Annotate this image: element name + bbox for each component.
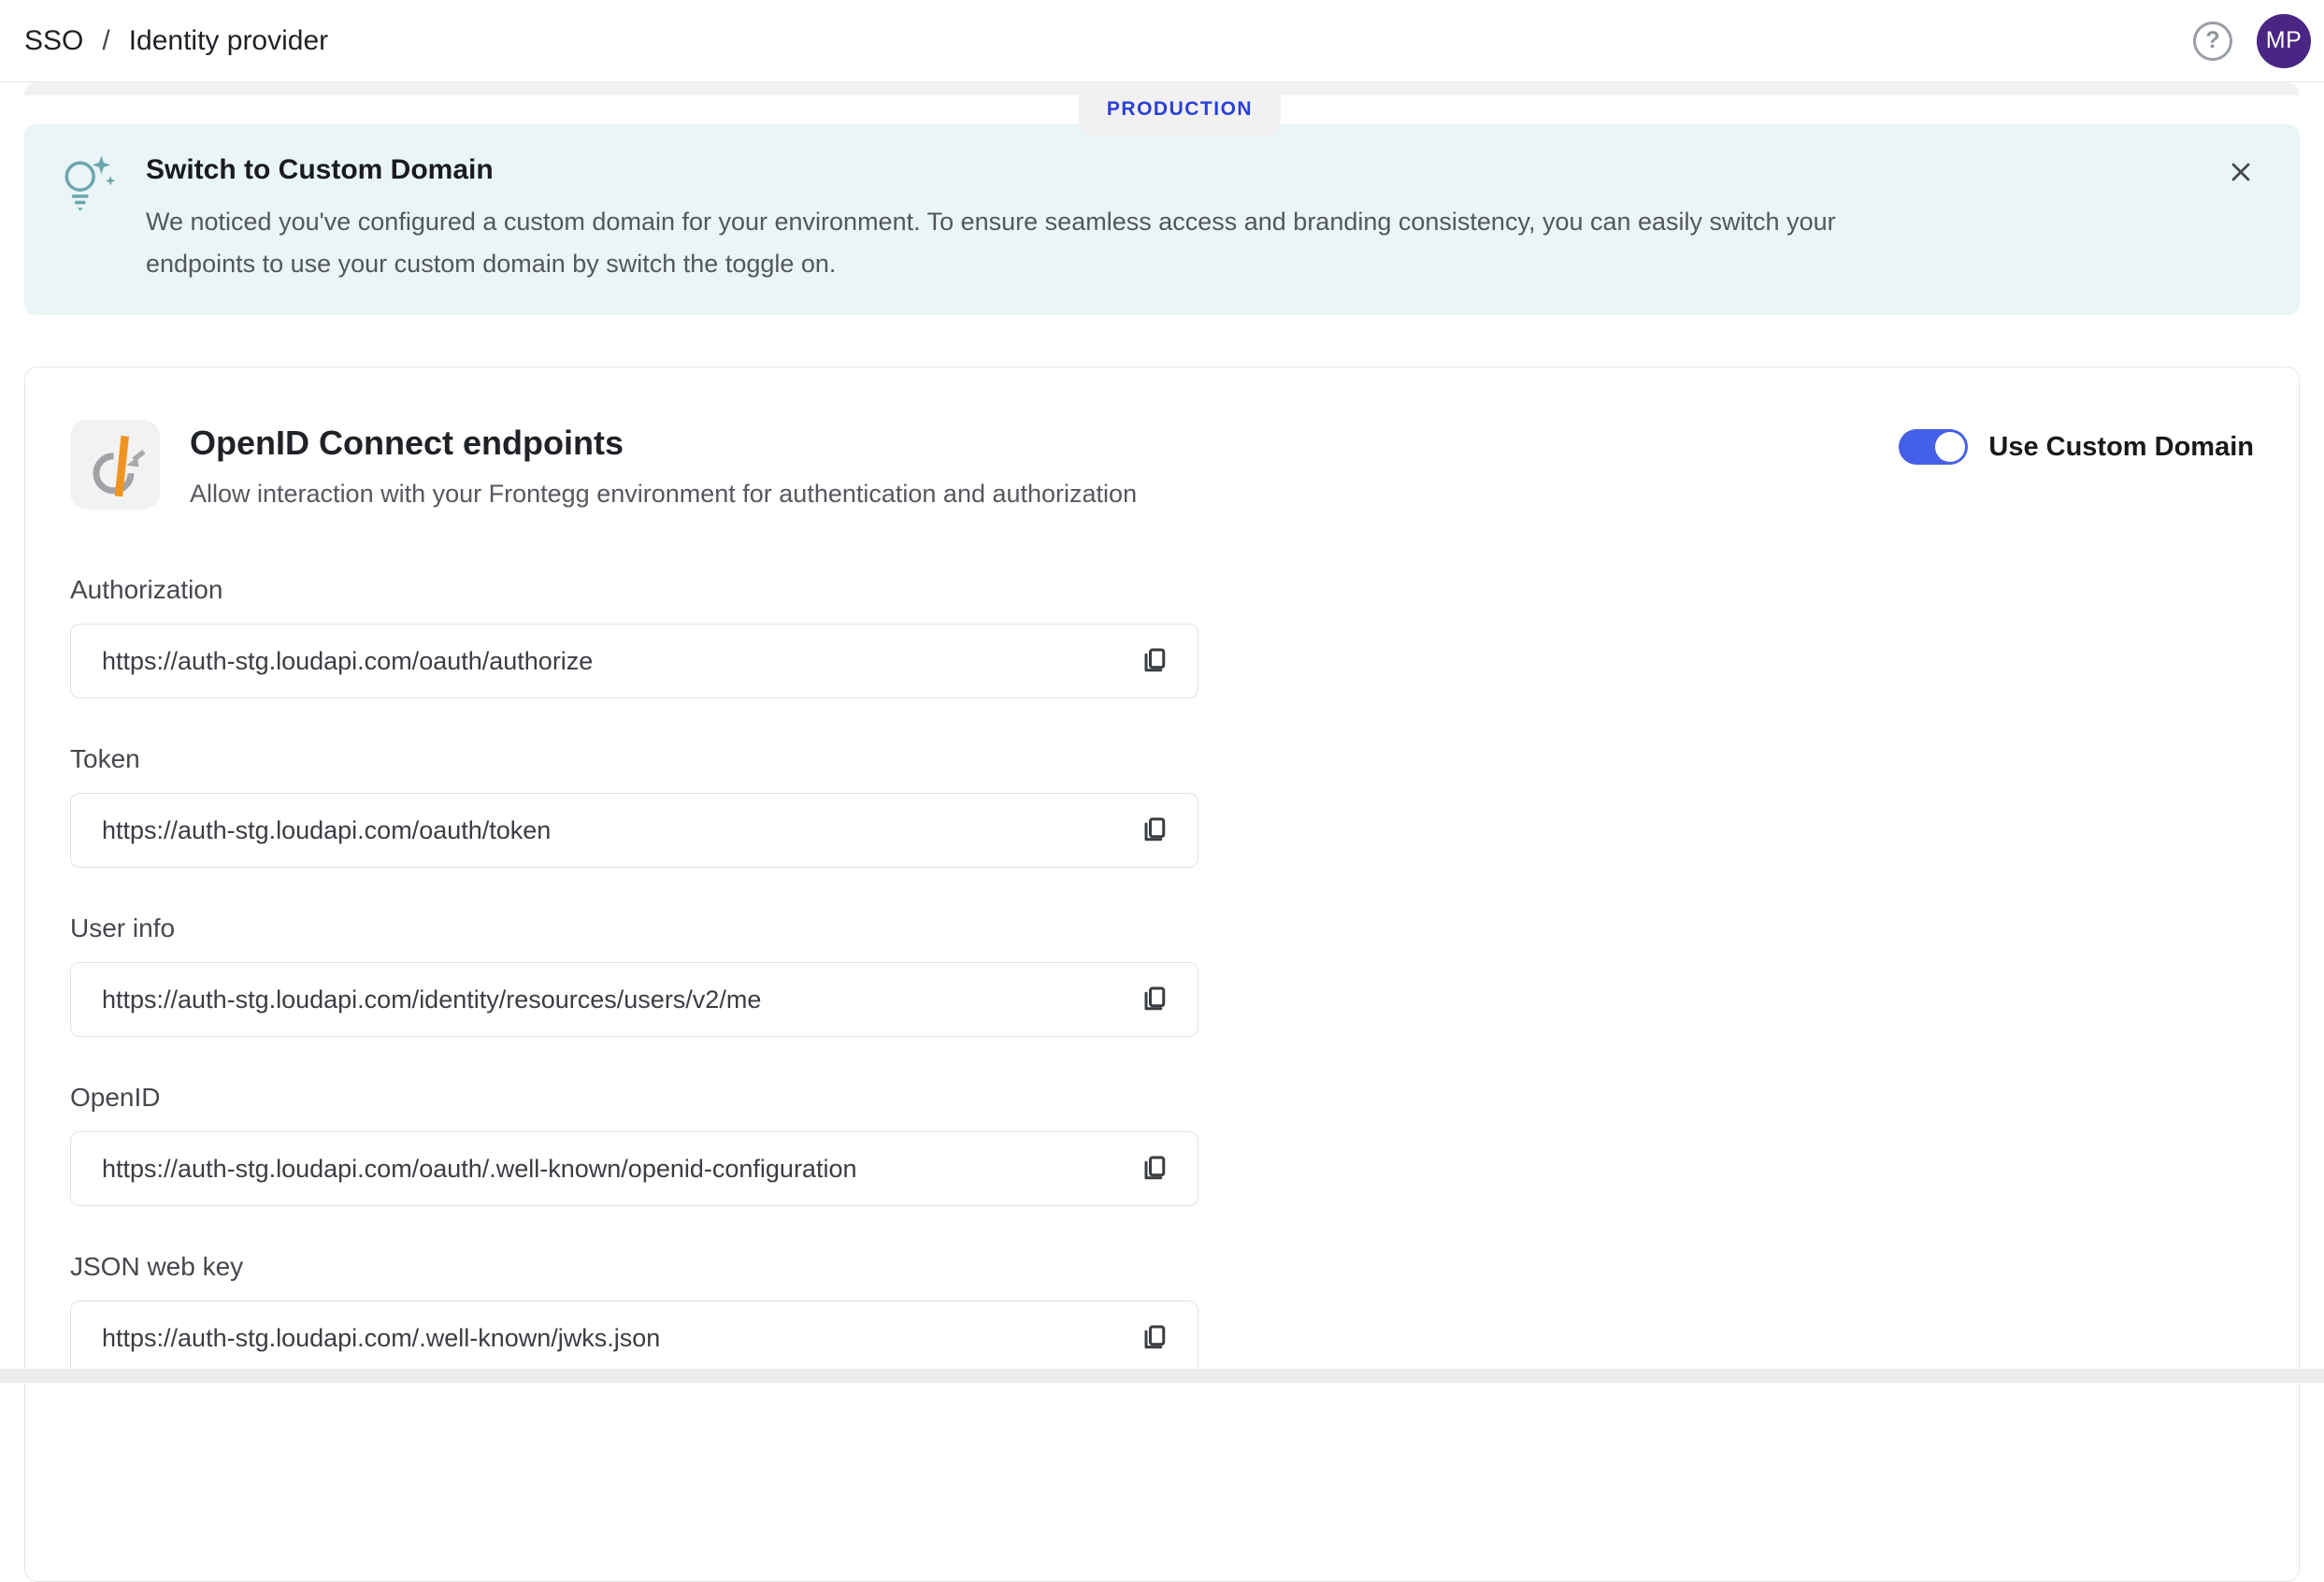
banner-title: Switch to Custom Domain xyxy=(146,154,494,185)
help-icon[interactable]: ? xyxy=(2193,22,2232,61)
token-url-input[interactable] xyxy=(71,816,1198,845)
token-input-wrap xyxy=(70,793,1198,868)
banner-text-line-2: endpoints to use your custom domain by switch the toggle on. xyxy=(146,250,837,278)
card-title: OpenID Connect endpoints xyxy=(190,424,624,462)
breadcrumb-separator: / xyxy=(102,24,110,56)
user-info-field-group xyxy=(70,913,1198,1037)
copy-icon[interactable] xyxy=(1136,812,1173,849)
lightbulb-sparkle-icon xyxy=(58,149,125,285)
openid-logo-icon xyxy=(70,420,160,510)
breadcrumb xyxy=(24,25,328,57)
field-label-json-web-key: JSON web key xyxy=(70,1252,244,1281)
copy-icon[interactable] xyxy=(1136,642,1173,680)
json-web-key-field-group xyxy=(70,1252,1198,1375)
token-field-group xyxy=(70,744,1198,868)
custom-domain-banner xyxy=(24,124,2300,315)
toggle-knob xyxy=(1935,432,1965,462)
openid-endpoints-card xyxy=(24,367,2300,1582)
use-custom-domain-toggle[interactable] xyxy=(1899,429,1968,465)
copy-icon[interactable] xyxy=(1136,1319,1173,1357)
field-label-user-info: User info xyxy=(70,913,176,942)
field-label-authorization: Authorization xyxy=(70,575,223,604)
field-label-token: Token xyxy=(70,744,140,773)
custom-domain-toggle-row xyxy=(1899,429,2254,465)
card-subtitle: Allow interaction with your Frontegg environment for authentication and authorization xyxy=(190,480,1138,508)
avatar[interactable]: MP xyxy=(2257,14,2311,68)
banner-body xyxy=(146,149,1836,285)
authorization-input-wrap xyxy=(70,624,1198,698)
field-label-openid: OpenID xyxy=(70,1083,161,1112)
copy-icon[interactable] xyxy=(1136,1150,1173,1187)
user-info-url-input[interactable] xyxy=(71,985,1198,1014)
authorization-url-input[interactable] xyxy=(71,647,1198,676)
topbar-actions xyxy=(2193,14,2311,68)
card-titles xyxy=(190,420,1869,509)
json-web-key-url-input[interactable] xyxy=(71,1324,1198,1353)
bottom-edge-bar xyxy=(0,1369,2324,1383)
toggle-label: Use Custom Domain xyxy=(1988,431,2254,462)
breadcrumb-identity-provider: Identity provider xyxy=(128,24,329,56)
authorization-field-group xyxy=(70,575,1198,698)
environment-badge: PRODUCTION xyxy=(1079,82,1281,136)
top-bar xyxy=(0,0,2324,82)
openid-url-input[interactable] xyxy=(71,1155,1198,1184)
page-content xyxy=(0,82,2324,1582)
card-header xyxy=(70,420,2254,510)
openid-input-wrap xyxy=(70,1131,1198,1206)
breadcrumb-sso[interactable]: SSO xyxy=(24,24,84,56)
openid-field-group xyxy=(70,1083,1198,1206)
copy-icon[interactable] xyxy=(1136,981,1173,1018)
banner-text-line-1: We noticed you've configured a custom domain for your environment. To ensure seamless access and branding consistency, you can easily switch your xyxy=(146,208,1836,236)
close-icon[interactable] xyxy=(2221,152,2260,194)
endpoint-fields xyxy=(70,575,1198,1375)
user-info-input-wrap xyxy=(70,962,1198,1037)
json-web-key-input-wrap xyxy=(70,1301,1198,1375)
